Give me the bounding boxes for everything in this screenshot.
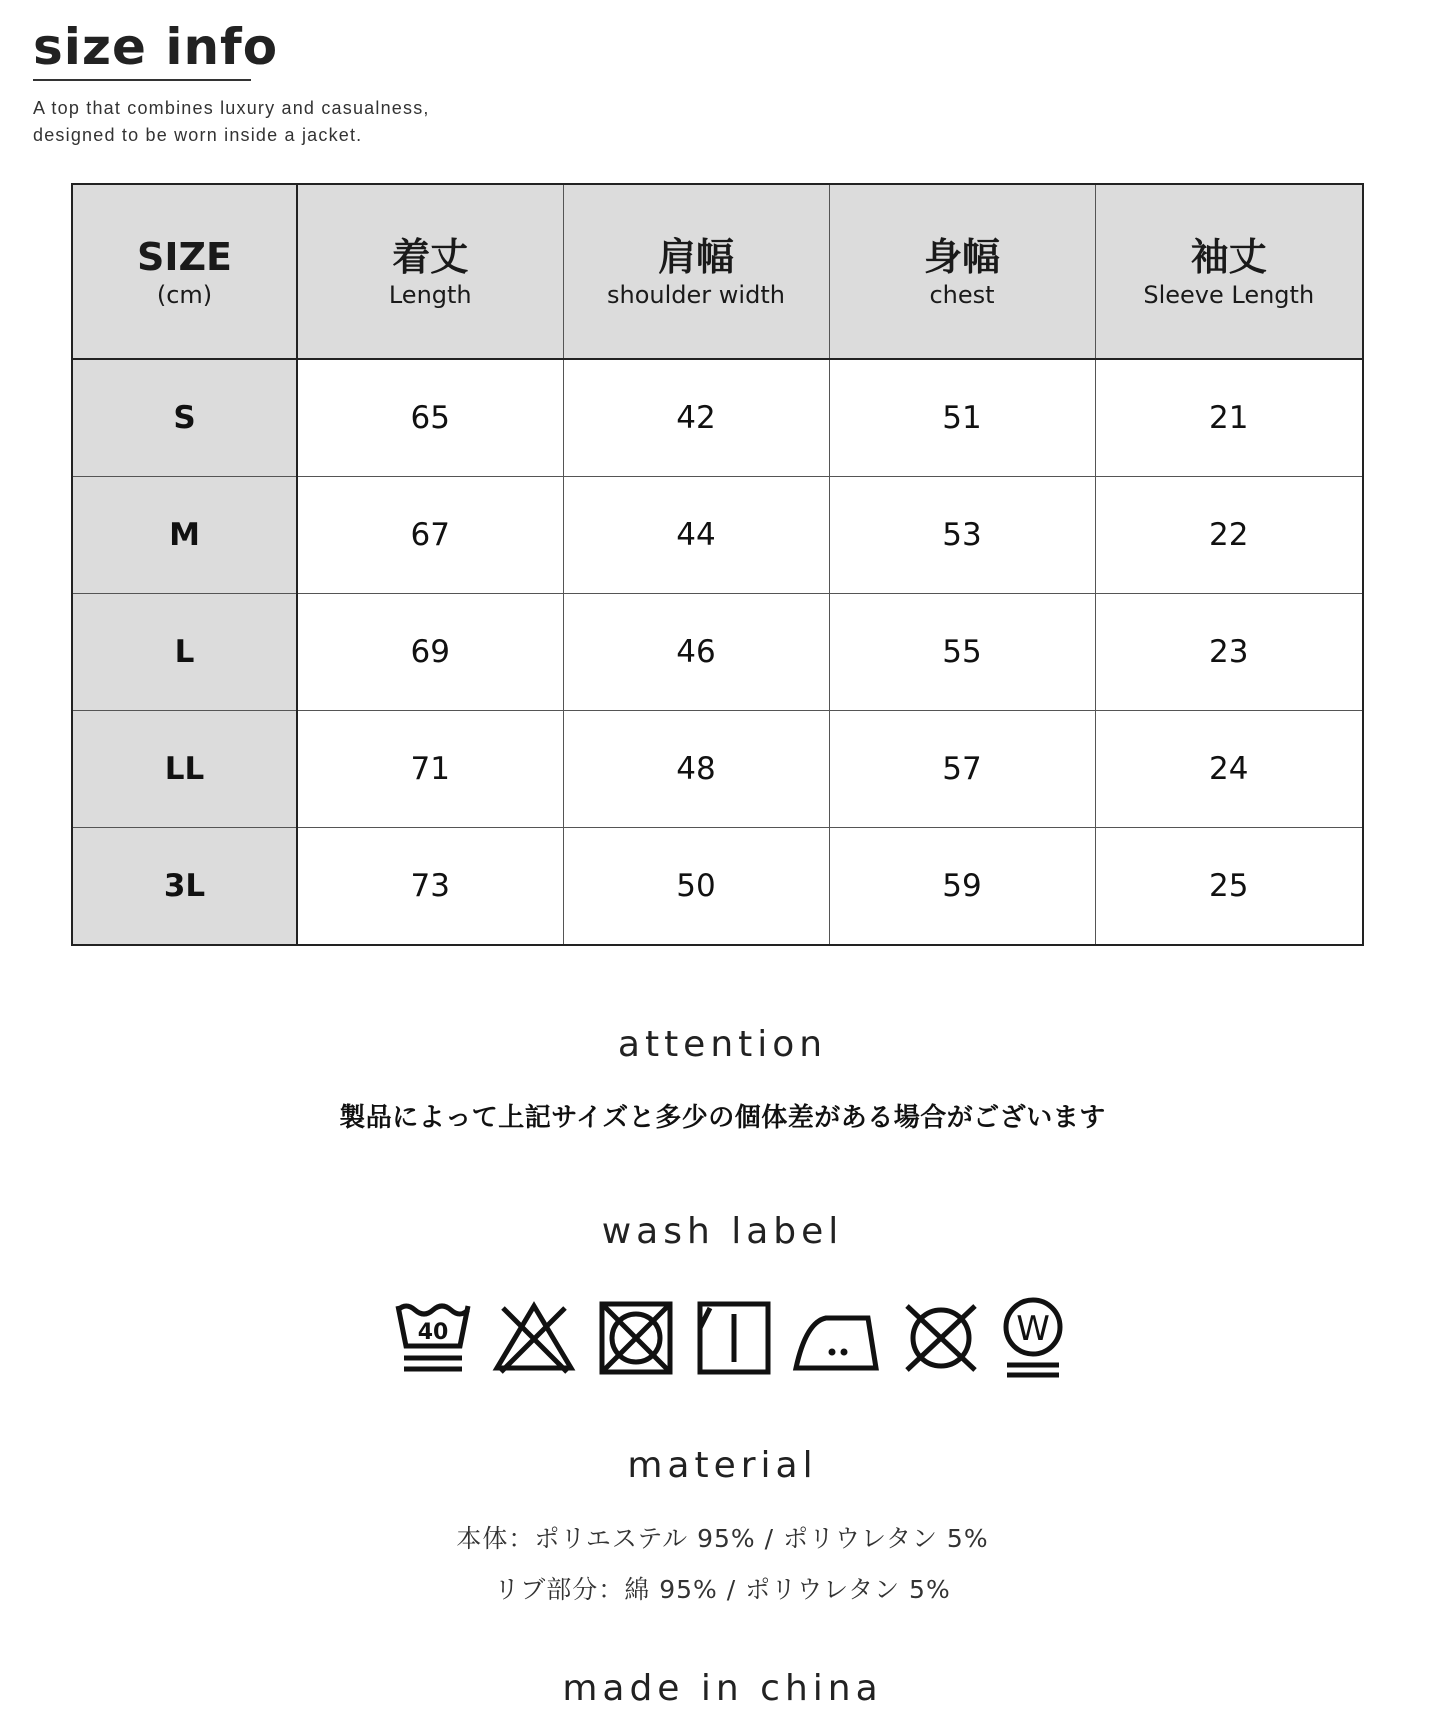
table-row [72,359,1363,477]
row-size: S [72,359,297,477]
header-shoulder-jp: 肩幅 [657,234,734,279]
header-size-label: SIZE [136,234,233,279]
row-size: LL [72,711,297,828]
header-chest-en: chest [929,280,995,309]
cell-sleeve: 21 [1095,359,1363,477]
header-size [72,184,297,359]
cell-length: 67 [297,477,563,594]
iron-medium-icon [792,1300,882,1376]
header-size-unit: (cm) [156,280,213,309]
cell-sleeve: 23 [1095,594,1363,711]
wet-clean-icon [1001,1295,1065,1381]
attention-heading: attention [617,1024,828,1065]
table-row [72,711,1363,828]
no-dry-clean-icon [901,1300,981,1376]
material-line-1: 本体：ポリエステル 95% / ポリウレタン 5% [456,1524,989,1553]
header-sleeve-jp: 袖丈 [1190,234,1267,279]
table-header-row [72,184,1363,359]
cell-sleeve: 24 [1095,711,1363,828]
table-row [72,477,1363,594]
row-size: M [72,477,297,594]
line-dry-icon [696,1300,772,1376]
header-length-en: Length [388,280,472,309]
wash-label-heading: wash label [601,1211,844,1252]
header-shoulder [563,184,829,359]
cell-length: 69 [297,594,563,711]
subtitle-line-2: designed to be worn inside a jacket. [33,125,363,145]
page-title: size info [33,18,279,76]
size-table [71,183,1364,946]
material-line-2: リブ部分：綿 95% / ポリウレタン 5% [494,1575,951,1604]
no-bleach-icon [491,1300,577,1376]
cell-sleeve: 22 [1095,477,1363,594]
header-length-jp: 着丈 [392,234,469,279]
cell-shoulder: 42 [563,359,829,477]
subtitle [33,95,533,149]
header-shoulder-en: shoulder width [607,280,785,309]
row-size: 3L [72,828,297,946]
cell-chest: 53 [829,477,1095,594]
subtitle-line-1: A top that combines luxury and casualness, [33,98,430,118]
no-tumble-dry-icon [596,1300,676,1376]
header-length [297,184,563,359]
title-underline [33,79,251,81]
row-size: L [72,594,297,711]
wash-temp-text: 40 [417,1320,449,1345]
header-sleeve-en: Sleeve Length [1143,280,1315,309]
table-row [72,828,1363,946]
cell-chest: 57 [829,711,1095,828]
cell-length: 65 [297,359,563,477]
wet-clean-text: W [1016,1309,1050,1349]
cell-length: 73 [297,828,563,946]
header-sleeve [1095,184,1363,359]
cell-shoulder: 48 [563,711,829,828]
cell-chest: 51 [829,359,1095,477]
wash-40-icon [395,1300,471,1376]
cell-shoulder: 50 [563,828,829,946]
material-heading: material [627,1445,818,1486]
header-chest-jp: 身幅 [923,234,1000,279]
cell-sleeve: 25 [1095,828,1363,946]
cell-shoulder: 46 [563,594,829,711]
origin-footer: made in china [562,1668,883,1709]
table-row [72,594,1363,711]
cell-chest: 59 [829,828,1095,946]
wash-label-icons [395,1293,1065,1383]
attention-note: 製品によって上記サイズと多少の個体差がある場合がございます [339,1103,1106,1133]
header-chest [829,184,1095,359]
cell-length: 71 [297,711,563,828]
cell-shoulder: 44 [563,477,829,594]
cell-chest: 55 [829,594,1095,711]
